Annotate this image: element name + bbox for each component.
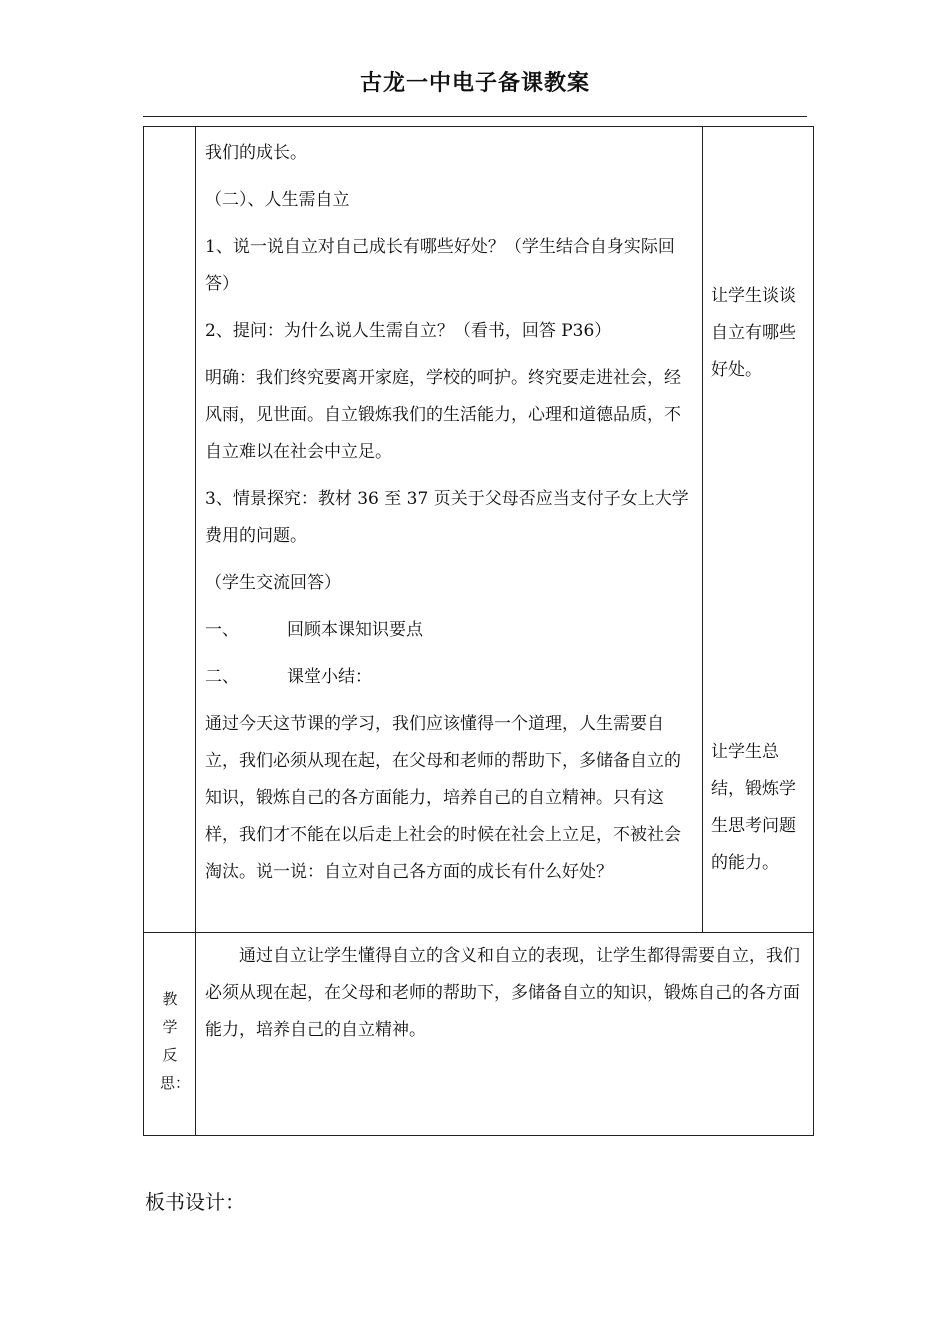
header-divider <box>143 116 807 117</box>
content-cell <box>205 135 695 901</box>
outline-text: 课堂小结： <box>287 667 372 687</box>
page-title: 古龙一中电子备课教案 <box>359 70 590 96</box>
reflection-row-divider <box>144 932 813 933</box>
content-paragraph: 我们的成长。 <box>205 143 307 163</box>
side-note-summary: 让学生总结，锻炼学生思考问题的能力。 <box>711 742 796 873</box>
content-paragraph: 2、提问：为什么说人生需自立？（看书，回答 P36） <box>205 321 612 341</box>
content-paragraph: 3、情景探究：教材 36 至 37 页关于父母否应当支付子女上大学费用的问题。 <box>205 489 689 546</box>
outline-number: 一、 <box>205 620 239 640</box>
content-paragraph: 明确：我们终究要离开家庭，学校的呵护。终究要走进社会，经风雨，见世面。自立锻炼我们的生活能力，心理和道德品质，不自立难以在社会中立足。 <box>205 368 681 462</box>
board-design-label: 板书设计： <box>145 1190 245 1214</box>
content-paragraph: 1、说一说自立对自己成长有哪些好处？（学生结合自身实际回答） <box>205 237 675 294</box>
content-paragraph: （二）、人生需自立 <box>205 190 350 210</box>
right-column-divider <box>702 127 703 933</box>
side-note-benefits: 让学生谈谈自立有哪些好处。 <box>711 286 796 380</box>
summary-paragraph: 通过今天这节课的学习，我们应该懂得一个道理，人生需要自立，我们必须从现在起，在父母和老师的帮助下，多储备自立的知识，锻炼自己的各方面能力，培养自己的自立精神。只有这样，我们才不能在以后走上社会的时候在社会上立足，不被社会淘汰。说一说：自立对自己各方面的成长有什么好处？ <box>205 714 681 882</box>
outline-item <box>205 659 695 696</box>
reflection-label: 教学反思： <box>160 990 191 1092</box>
lesson-table <box>143 126 814 1136</box>
content-paragraph: （学生交流回答） <box>205 573 341 593</box>
outline-text: 回顾本课知识要点 <box>287 620 423 640</box>
left-column-divider <box>195 127 196 1135</box>
outline-item <box>205 612 695 649</box>
outline-number: 二、 <box>205 667 239 687</box>
reflection-text: 通过自立让学生懂得自立的含义和自立的表现，让学生都得需要自立，我们必须从现在起，在父母和老师的帮助下，多储备自立的知识，锻炼自己的各方面能力，培养自己的自立精神。 <box>205 946 800 1040</box>
